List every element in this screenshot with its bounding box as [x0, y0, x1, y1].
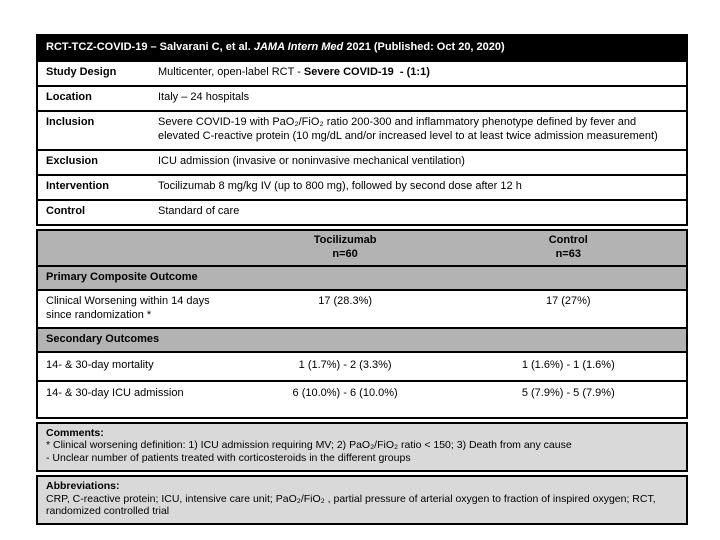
table-row-exclusion — [38, 150, 686, 175]
abbreviations-box — [36, 475, 688, 525]
table-row-icu-admission — [38, 381, 686, 417]
title-tail: 2021 (Published: Oct 20, 2020) — [343, 41, 505, 53]
study-info-table — [38, 60, 686, 224]
column-n: n=63 — [555, 247, 581, 260]
results-box — [36, 229, 688, 419]
section-title: Secondary Outcomes — [38, 328, 686, 352]
comments-box — [36, 422, 688, 472]
column-name: Tocilizumab — [313, 233, 377, 246]
study-info-box — [36, 34, 688, 226]
outcome-label: 14- & 30-day ICU admission — [38, 381, 240, 417]
table-row-intervention — [38, 175, 686, 200]
row-value: Italy – 24 hospitals — [150, 86, 686, 111]
results-header-row — [38, 231, 686, 266]
table-row-study-design — [38, 61, 686, 86]
section-row-secondary-outcomes — [38, 328, 686, 352]
outcome-value-control: 1 (1.6%) - 1 (1.6%) — [451, 352, 686, 381]
table-row-location — [38, 86, 686, 111]
table-row-clinical-worsening — [38, 290, 686, 328]
row-value: ICU admission (invasive or noninvasive mechanical ventilation) — [150, 150, 686, 175]
column-name: Control — [548, 233, 588, 246]
outcome-label: Clinical Worsening within 14 days since randomization * — [38, 290, 240, 328]
column-n: n=60 — [332, 247, 358, 260]
table-row-mortality — [38, 352, 686, 381]
row-label: Location — [38, 86, 150, 111]
row-value-bold-text: Severe COVID-19 - (1:1) — [303, 65, 430, 78]
abbreviations-text: CRP, C-reactive protein; ICU, intensive care unit; PaO₂/FiO₂ , partial pressure of arterial oxygen to fraction of inspired oxygen; RCT, randomized controlled trial — [46, 492, 656, 518]
title-journal-name: JAMA Intern Med — [253, 41, 344, 53]
title-bar — [38, 36, 686, 60]
study-summary-document — [36, 34, 688, 528]
table-row-control — [38, 200, 686, 224]
row-value: Severe COVID-19 with PaO₂/FiO₂ ratio 200-300 and inflammatory phenotype defined by fever and elevated C-reactive protein (10 mg/dL and/or increased level to at least twice admission measurement) — [150, 111, 686, 150]
row-value-text: Multicenter, open-label RCT - — [158, 65, 304, 78]
outcome-value-control: 5 (7.9%) - 5 (7.9%) — [451, 381, 686, 417]
row-label: Intervention — [38, 175, 150, 200]
row-label: Inclusion — [38, 111, 150, 150]
row-value: Tocilizumab 8 mg/kg IV (up to 800 mg), followed by second dose after 12 h — [150, 175, 686, 200]
section-row-primary-outcome — [38, 266, 686, 290]
results-header-stub — [38, 231, 240, 266]
row-label: Study Design — [38, 61, 150, 86]
row-label: Control — [38, 200, 150, 224]
section-title: Primary Composite Outcome — [38, 266, 686, 290]
title-lead: RCT-TCZ-COVID-19 – Salvarani C, et al. — [46, 41, 254, 53]
row-label: Exclusion — [38, 150, 150, 175]
results-table — [38, 231, 686, 417]
row-value — [150, 61, 686, 86]
abbreviations-heading: Abbreviations: — [46, 479, 120, 492]
column-header-tocilizumab — [240, 231, 451, 266]
table-row-inclusion — [38, 111, 686, 150]
outcome-value-tocilizumab: 17 (28.3%) — [240, 290, 451, 328]
outcome-value-tocilizumab: 1 (1.7%) - 2 (3.3%) — [240, 352, 451, 381]
comments-line-2: - Unclear number of patients treated with corticosteroids in the different groups — [46, 452, 411, 465]
column-header-control — [451, 231, 686, 266]
comments-heading: Comments: — [46, 426, 104, 439]
outcome-label: 14- & 30-day mortality — [38, 352, 240, 381]
row-value: Standard of care — [150, 200, 686, 224]
comments-line-1: * Clinical worsening definition: 1) ICU admission requiring MV; 2) PaO₂/FiO₂ ratio < 150; 3) Death from any cause — [46, 439, 572, 452]
outcome-value-tocilizumab: 6 (10.0%) - 6 (10.0%) — [240, 381, 451, 417]
outcome-value-control: 17 (27%) — [451, 290, 686, 328]
